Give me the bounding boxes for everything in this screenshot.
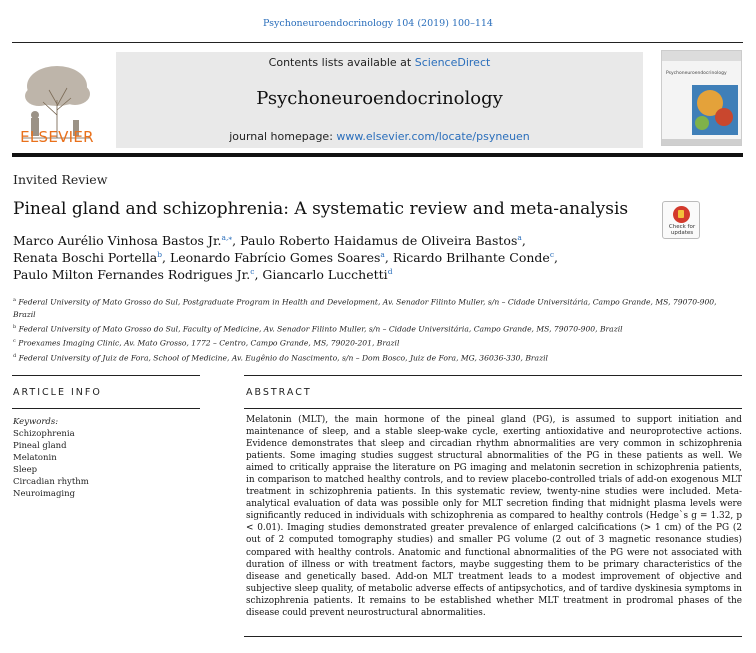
contents-prefix: Contents lists available at: [268, 56, 415, 69]
keywords-section: [13, 416, 198, 500]
author-name[interactable]: Renata Boschi Portella: [13, 250, 158, 265]
author-name[interactable]: Paulo Roberto Haidamus de Oliveira Bastos: [240, 233, 518, 248]
author-sup[interactable]: d: [387, 266, 393, 276]
affiliation-list: [13, 294, 733, 364]
check-updates-icon: [673, 206, 690, 223]
keyword-item: Melatonin: [13, 453, 57, 463]
journal-cover-image[interactable]: [661, 50, 742, 146]
top-divider: [12, 42, 743, 43]
author-name[interactable]: Paulo Milton Fernandes Rodrigues Jr.: [13, 267, 251, 282]
affiliation-sup: c: [13, 338, 16, 345]
affiliation-sup: a: [13, 297, 16, 303]
affiliation-text: Proexames Imaging Clinic, Av. Mato Grosso, 1772 – Centro, Campo Grande, MS, 79020-201, Brazil: [18, 338, 400, 348]
affiliation-item: [13, 294, 733, 321]
affiliation-sup: b: [13, 323, 17, 330]
author-sup[interactable]: c: [250, 266, 255, 276]
author-sup[interactable]: a: [380, 249, 385, 259]
keyword-item: Circadian rhythm: [13, 477, 89, 487]
abstract-heading: ABSTRACT: [246, 387, 312, 398]
contents-line: [116, 56, 643, 69]
author-name[interactable]: Leonardo Fabrício Gomes Soares: [169, 250, 381, 265]
abstract-text: Melatonin (MLT), the main hormone of the pineal gland (PG), is assumed to support initiation and maintenance of sleep, and a stable sleep-wake cycle, exerting antioxidative and neuroprotective actions. Evidence demonstrates that sleep and circadian rhythm abnormalities are very common in schizophrenia patients. Some imaging studies suggest structural abnormalities of the PG in these patients as well. We aimed to critically appraise the literature on PG imaging and melatonin secretion in schizophrenia patients, in comparison to matched healthy controls, and to review placebo-controlled trials of add-on exogenous MLT treatment in schizophrenia patients. In this systematic review, twenty-nine studies were included. Meta-analytical evaluation of data was possible only for MLT secretion finding that midnight plasma levels were significantly reduced in individuals with schizophrenia as compared to healthy controls (Hedge`s g = 1.32, p < 0.01). Imaging studies demonstrated greater prevalence of enlarged calcifications (> 1 cm) of the PG (2 out of 2 computed tomography studies) and smaller PG volume (2 out of 3 magnetic resonance studies) compared with healthy controls. Anatomic and functional abnormalities of the PG were not associated with duration of illness or with treatment factors, maybe suggesting them to be primary characteristics of the disease and genetically based. Add-on MLT treatment leads to a modest improvement of objective and subjective sleep quality, of metabolic adverse effects of antipsychotics, and of tardive dyskinesia symptoms in schizophrenia patients. It remains to be established whether MLT treatment in prodromal phases of the disease could prevent neurostructural abnormalities.: [246, 415, 742, 618]
author-sup[interactable]: c: [549, 249, 555, 259]
article-type: Invited Review: [13, 172, 108, 187]
elsevier-wordmark[interactable]: ELSEVIER: [20, 128, 94, 146]
article-info-sub-rule: [12, 408, 200, 409]
keyword-item: Schizophrenia: [13, 429, 75, 439]
author-name[interactable]: Marco Aurélio Vinhosa Bastos Jr.: [13, 233, 222, 248]
affiliation-text: Federal University of Juiz de Fora, School of Medicine, Av. Eugênio do Nascimento, s/n – Dom Bosco, Juiz de Fora, MG, 36036-330, Brazil: [18, 353, 548, 363]
author-name[interactable]: Ricardo Brilhante Conde: [392, 250, 550, 265]
article-info-top-rule: [12, 375, 200, 376]
cover-art: [662, 51, 742, 146]
affiliation-item: [13, 335, 733, 350]
abstract-top-rule: [244, 375, 742, 376]
check-updates-line-2: updates: [670, 230, 694, 236]
homepage-link[interactable]: www.elsevier.com/locate/psyneuen: [336, 130, 530, 143]
homepage-line: [116, 130, 643, 143]
homepage-prefix: journal homepage:: [229, 130, 337, 143]
abstract-sub-rule: [244, 408, 742, 409]
keyword-item: Neuroimaging: [13, 489, 76, 499]
header-divider: [12, 153, 743, 157]
affiliation-sup: d: [13, 352, 17, 359]
check-for-updates-button[interactable]: [662, 201, 700, 239]
journal-citation[interactable]: Psychoneuroendocrinology 104 (2019) 100–114: [263, 18, 493, 29]
keywords-heading: Keywords:: [13, 417, 59, 427]
affiliation-item: [13, 350, 733, 365]
affiliation-text: Federal University of Mato Grosso do Sul, Postgraduate Program in Health and Development, Av. Senador Filinto Muller, s/n – Cidade Universitária, Campo Grande, MS, 79070-900, Brazil: [13, 297, 717, 319]
sciencedirect-link[interactable]: ScienceDirect: [414, 56, 491, 69]
author-sup[interactable]: a: [517, 232, 522, 242]
check-updates-line-1: Check for: [668, 224, 696, 230]
author-sup[interactable]: a,⁎: [221, 232, 233, 242]
keyword-item: Sleep: [13, 465, 38, 475]
affiliation-text: Federal University of Mato Grosso do Sul, Faculty of Medicine, Av. Senador Filinto Muller, s/n – Cidade Universitária, Campo Grande, MS, 79070-900, Brazil: [18, 324, 623, 334]
paper-title: Pineal gland and schizophrenia: A systematic review and meta-analysis: [13, 199, 629, 219]
keyword-item: Pineal gland: [13, 441, 67, 451]
cover-title: Psychoneuroendocrinology: [666, 71, 727, 76]
article-info-heading: ARTICLE INFO: [13, 387, 102, 398]
author-name[interactable]: Giancarlo Lucchetti: [262, 267, 388, 282]
journal-name: Psychoneuroendocrinology: [256, 88, 503, 109]
author-list: Marco Aurélio Vinhosa Bastos Jr.$^{a,⁎}$, Paulo Roberto Haidamus de Oliveira Bastos$^a$, Renata Boschi Portella$^b$, Leonardo Fabrício Gomes Soares$^a$, Ricardo Brilhante Conde$^c$, Paulo Milton Fernandes Rodrigues Jr.$^c$, Giancarlo Lucchetti$^d$: [13, 232, 558, 282]
abstract-bottom-rule: [244, 636, 742, 637]
journal-banner: [116, 52, 643, 148]
check-updates-label: [663, 224, 701, 236]
affiliation-item: [13, 321, 733, 336]
author-sup[interactable]: b: [157, 249, 162, 259]
